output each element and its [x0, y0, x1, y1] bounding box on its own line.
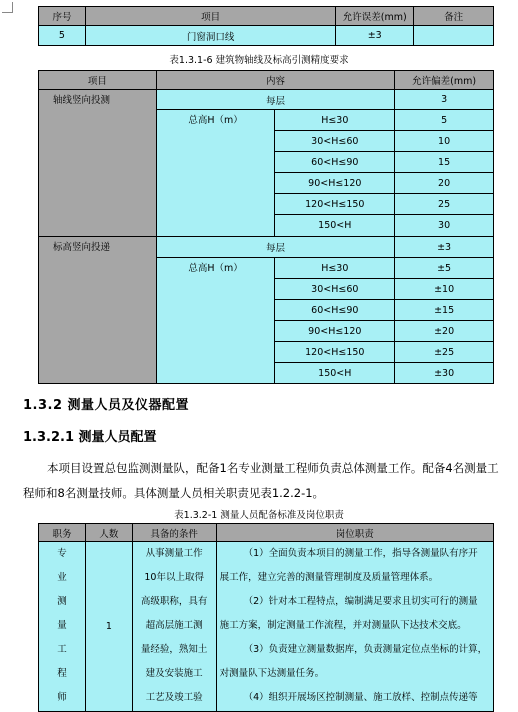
table-cell: 60<H≤90 — [275, 300, 395, 321]
table-cell: 15 — [395, 152, 494, 173]
table-cell: 总高H（m） — [156, 110, 275, 237]
table-cell: 20 — [395, 173, 494, 194]
header-cell: 职务 — [39, 524, 86, 542]
group-label-cell: 标高竖向投递 — [39, 237, 157, 384]
duty-line: 对测量队下达测量任务。 — [219, 668, 325, 679]
header-cell: 项目 — [39, 71, 157, 90]
table-cell: 5 — [39, 26, 86, 46]
tolerance-table-top — [38, 6, 494, 46]
conditions-cell — [132, 542, 216, 712]
header-cell: 序号 — [39, 7, 86, 26]
table-cell: 10 — [395, 131, 494, 152]
table-cell: 120<H≤150 — [275, 194, 395, 215]
table-cell: 门窗洞口线 — [85, 26, 335, 46]
table-cell: 90<H≤120 — [275, 173, 395, 194]
condition-line: 量经验，熟知土 — [140, 644, 208, 655]
role-char: 专 — [57, 548, 67, 559]
duty-line: 施工方案，制定测量工作流程，并对测量队下达技术交底。 — [219, 620, 467, 631]
table-cell: ±3 — [336, 26, 414, 46]
group-label-cell: 轴线竖向投测 — [39, 90, 157, 237]
table-cell: ±5 — [395, 258, 494, 279]
table-cell: ±3 — [395, 237, 494, 258]
condition-line: 工艺及竣工验 — [145, 692, 203, 703]
header-cell: 人数 — [85, 524, 132, 542]
duty-line: （4）组织开展场区控制测量、施工放样、控制点传递等 — [243, 692, 478, 703]
condition-line: 从事测量工作 — [145, 548, 203, 559]
role-char: 师 — [57, 692, 67, 703]
table-row — [39, 542, 494, 712]
table-cell: 150<H — [275, 215, 395, 237]
table-cell: 120<H≤150 — [275, 342, 395, 363]
condition-line: 高级职称，具有 — [140, 596, 208, 607]
role-char: 程 — [57, 668, 67, 679]
table-cell: ±25 — [395, 342, 494, 363]
table-cell: 总高H（m） — [156, 258, 275, 384]
page-corner-mark — [2, 2, 13, 13]
condition-line: 超高层施工测 — [145, 620, 203, 631]
header-cell: 备注 — [414, 7, 494, 26]
table-cell: 30<H≤60 — [275, 131, 395, 152]
role-char: 测 — [57, 596, 67, 607]
table-cell: ±10 — [395, 279, 494, 300]
table-cell: 150<H — [275, 363, 395, 384]
table-header-row — [39, 524, 494, 542]
accuracy-table — [38, 70, 494, 384]
condition-line: 建及安装施工 — [145, 668, 203, 679]
table-header-row — [39, 71, 494, 90]
table-cell: 每层 — [156, 237, 395, 258]
duty-line: 展工作，建立完善的测量管理制度及质量管理体系。 — [219, 572, 439, 583]
role-char: 工 — [57, 644, 67, 655]
table-header-row — [39, 7, 494, 26]
table-cell: ±15 — [395, 300, 494, 321]
table-cell: ±30 — [395, 363, 494, 384]
table-cell: 每层 — [156, 90, 395, 110]
table-caption: 表1.3.2-1 测量人员配备标准及岗位职责 — [174, 510, 344, 521]
table-cell: H≤30 — [275, 110, 395, 131]
header-cell: 允许误差(mm) — [336, 7, 414, 26]
section-heading: 1.3.2 测量人员及仪器配置 — [23, 398, 190, 413]
table-cell: H≤30 — [275, 258, 395, 279]
table-cell: 30<H≤60 — [275, 279, 395, 300]
role-char: 量 — [57, 620, 67, 631]
table-caption: 表1.3.1-6 建筑物轴线及标高引测精度要求 — [169, 55, 349, 66]
count-cell: 1 — [85, 542, 132, 712]
header-cell: 项目 — [85, 7, 335, 26]
table-cell: 30 — [395, 215, 494, 237]
table-cell: 25 — [395, 194, 494, 215]
body-paragraph: 本项目设置总包监测测量队，配备1名专业测量工程师负责总体测量工作。配备4名测量工程师和8名测量技师。具体测量人员相关职责见表1.2.2-1。 — [23, 461, 499, 500]
table-row — [39, 90, 494, 110]
table-row — [39, 26, 494, 46]
table-cell — [414, 26, 494, 46]
table-cell: 60<H≤90 — [275, 152, 395, 173]
condition-line: 10年以上取得 — [144, 572, 204, 583]
header-cell: 具备的条件 — [132, 524, 216, 542]
duty-line: （1）全面负责本项目的测量工作，指导各测量队有序开 — [243, 548, 478, 559]
role-cell — [39, 542, 86, 712]
header-cell: 内容 — [156, 71, 395, 90]
table-cell: 90<H≤120 — [275, 321, 395, 342]
duty-line: （3）负责建立测量数据库，负责测量定位点坐标的计算， — [243, 644, 488, 655]
header-cell: 允许偏差(mm) — [395, 71, 494, 90]
duty-line: （2）针对本工程特点，编制满足要求且切实可行的测量 — [243, 596, 478, 607]
table-cell: 5 — [395, 110, 494, 131]
subsection-heading: 1.3.2.1 测量人员配置 — [23, 430, 157, 445]
duties-cell — [216, 542, 493, 712]
table-cell: 3 — [395, 90, 494, 110]
header-cell: 岗位职责 — [216, 524, 493, 542]
role-char: 业 — [57, 572, 67, 583]
table-row — [39, 237, 494, 258]
staff-duty-table — [38, 523, 494, 712]
table-cell: ±20 — [395, 321, 494, 342]
